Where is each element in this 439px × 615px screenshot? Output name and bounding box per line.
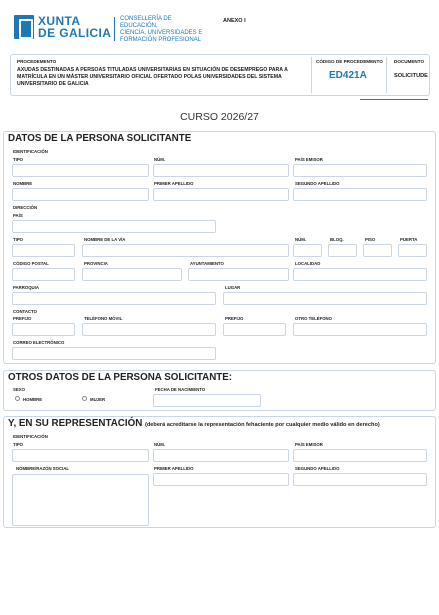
- rep-second-surname-label: SEGUNDO APELLIDO: [295, 466, 340, 471]
- applicant-section-title: DATOS DE LA PERSONA SOLICITANTE: [8, 133, 192, 144]
- council-label: AYUNTAMIENTO: [190, 261, 224, 266]
- procedure-label: PROCEDEMENTO: [17, 59, 57, 64]
- rep-first-surname-field[interactable]: [153, 473, 289, 486]
- door-label: PUERTA: [400, 237, 418, 242]
- issuing-country-label: PAÍS EMISOR: [295, 157, 323, 162]
- header-underline: [360, 99, 428, 100]
- procedure-divider-2: [386, 57, 387, 93]
- country-label: PAÍS: [13, 213, 23, 218]
- other-data-section: [3, 370, 436, 411]
- prefix2-field[interactable]: [223, 323, 286, 336]
- address-type-field[interactable]: [12, 244, 75, 257]
- id-num-field[interactable]: [153, 164, 289, 177]
- floor-label: PISO: [365, 237, 376, 242]
- rep-name-label: NOMBRE/RAZÓN SOCIAL: [16, 466, 69, 471]
- rep-type-field[interactable]: [12, 449, 149, 462]
- address-label: DIRECCIÓN: [13, 205, 38, 210]
- representative-section: [3, 416, 436, 528]
- department-name: CONSELLERÍA DE EDUCACIÓN, CIENCIA, UNIVERSIDADES E FORMACIÓN PROFESIONAL: [120, 16, 203, 43]
- procedure-code: ED421A: [329, 70, 367, 81]
- logo-divider: [114, 17, 115, 41]
- parish-field[interactable]: [12, 292, 216, 305]
- block-label: BLOQ.: [330, 237, 344, 242]
- procedure-text: AXUDAS DESTINADAS A PERSOAS TITULADAS UNIVERSITARIAS EN SITUACIÓN DE DESEMPREGO PARA A MATRÍCULA EN UN MÁSTER UNIVERSITARIO OFICIAL OFERTADO POLAS UNIVERSIDADES DEL SISTEMA UNIVERSITARIO DE GALICIA: [17, 67, 288, 87]
- country-field[interactable]: [12, 220, 216, 233]
- door-field[interactable]: [398, 244, 427, 257]
- rep-name-field[interactable]: [12, 474, 149, 526]
- male-label: HOMBRE: [23, 397, 43, 402]
- sex-label: SEXO: [13, 387, 25, 392]
- male-radio[interactable]: [15, 396, 20, 401]
- floor-field[interactable]: [363, 244, 392, 257]
- locality-field[interactable]: [293, 268, 427, 281]
- first-surname-field[interactable]: [153, 188, 289, 201]
- prefix-label: PREFIJO: [13, 316, 32, 321]
- procedure-divider: [311, 57, 312, 93]
- identification-label: IDENTIFICACIÓN: [13, 149, 48, 154]
- name-field[interactable]: [12, 188, 149, 201]
- rep-issuing-country-label: PAÍS EMISOR: [295, 442, 323, 447]
- other-phone-field[interactable]: [293, 323, 427, 336]
- street-name-label: NOMBRE DE LA VÍA: [84, 237, 126, 242]
- id-type-field[interactable]: [12, 164, 149, 177]
- mobile-field[interactable]: [82, 323, 216, 336]
- procedure-code-label: CÓDIGO DE PROCEDEMENTO: [316, 59, 383, 64]
- prefix-field[interactable]: [12, 323, 75, 336]
- rep-type-label: TIPO: [13, 442, 24, 447]
- birth-date-field[interactable]: [153, 394, 261, 407]
- other-phone-label: OTRO TELÉFONO: [295, 316, 332, 321]
- second-surname-field[interactable]: [293, 188, 427, 201]
- block-field[interactable]: [328, 244, 357, 257]
- first-surname-label: PRIMER APELLIDO: [154, 181, 194, 186]
- address-num-label: NÚM.: [295, 237, 306, 242]
- prefix2-label: PREFIJO: [225, 316, 244, 321]
- province-field[interactable]: [82, 268, 182, 281]
- postal-code-field[interactable]: [12, 268, 75, 281]
- xunta-logo: [14, 15, 204, 45]
- second-surname-label: SEGUNDO APELLIDO: [295, 181, 340, 186]
- rep-second-surname-field[interactable]: [293, 473, 427, 486]
- address-type-label: TIPO: [13, 237, 24, 242]
- id-type-label: TIPO: [13, 157, 24, 162]
- address-num-field[interactable]: [293, 244, 322, 257]
- locality-label: LOCALIDAD: [295, 261, 321, 266]
- rep-num-label: NÚM.: [154, 442, 165, 447]
- org-name: XUNTA DE GALICIA: [38, 14, 112, 40]
- rep-first-surname-label: PRIMER APELLIDO: [154, 466, 194, 471]
- document-value: SOLICITUDE: [394, 73, 428, 79]
- postal-code-label: CÓDIGO POSTAL: [13, 261, 49, 266]
- applicant-section: [3, 131, 436, 364]
- mobile-label: TELÉFONO MÓVIL: [84, 316, 123, 321]
- representative-note: (deberá acreditarse la representación fehaciente por cualquier medio válido en derecho): [145, 422, 380, 428]
- street-name-field[interactable]: [82, 244, 289, 257]
- council-field[interactable]: [188, 268, 289, 281]
- representative-title-text: Y, EN SU REPRESENTACIÓN: [8, 418, 143, 429]
- issuing-country-field[interactable]: [293, 164, 427, 177]
- rep-num-field[interactable]: [153, 449, 289, 462]
- name-label: NOMBRE: [13, 181, 33, 186]
- parish-label: PARROQUIA: [13, 285, 39, 290]
- representative-title: [8, 418, 380, 429]
- procedure-box: [10, 54, 430, 96]
- other-data-title: OTROS DATOS DE LA PERSONA SOLICITANTE:: [8, 372, 233, 383]
- place-label: LUGAR: [225, 285, 241, 290]
- province-label: PROVINCIA: [84, 261, 108, 266]
- document-label: DOCUMENTO: [394, 59, 425, 64]
- contact-label: CONTACTO: [13, 309, 37, 314]
- email-label: CORREO ELECTRÓNICO: [13, 340, 65, 345]
- xunta-shield-icon: [14, 15, 34, 39]
- rep-issuing-country-field[interactable]: [293, 449, 427, 462]
- annex-label: ANEXO I: [223, 18, 246, 24]
- email-field[interactable]: [12, 347, 216, 360]
- place-field[interactable]: [223, 292, 427, 305]
- course-heading: CURSO 2026/27: [180, 111, 259, 123]
- rep-identification-label: IDENTIFICACIÓN: [13, 434, 48, 439]
- female-radio[interactable]: [82, 396, 87, 401]
- id-num-label: NÚM.: [154, 157, 165, 162]
- birth-date-label: FECHA DE NACIMIENTO: [155, 387, 206, 392]
- female-label: MUJER: [90, 397, 106, 402]
